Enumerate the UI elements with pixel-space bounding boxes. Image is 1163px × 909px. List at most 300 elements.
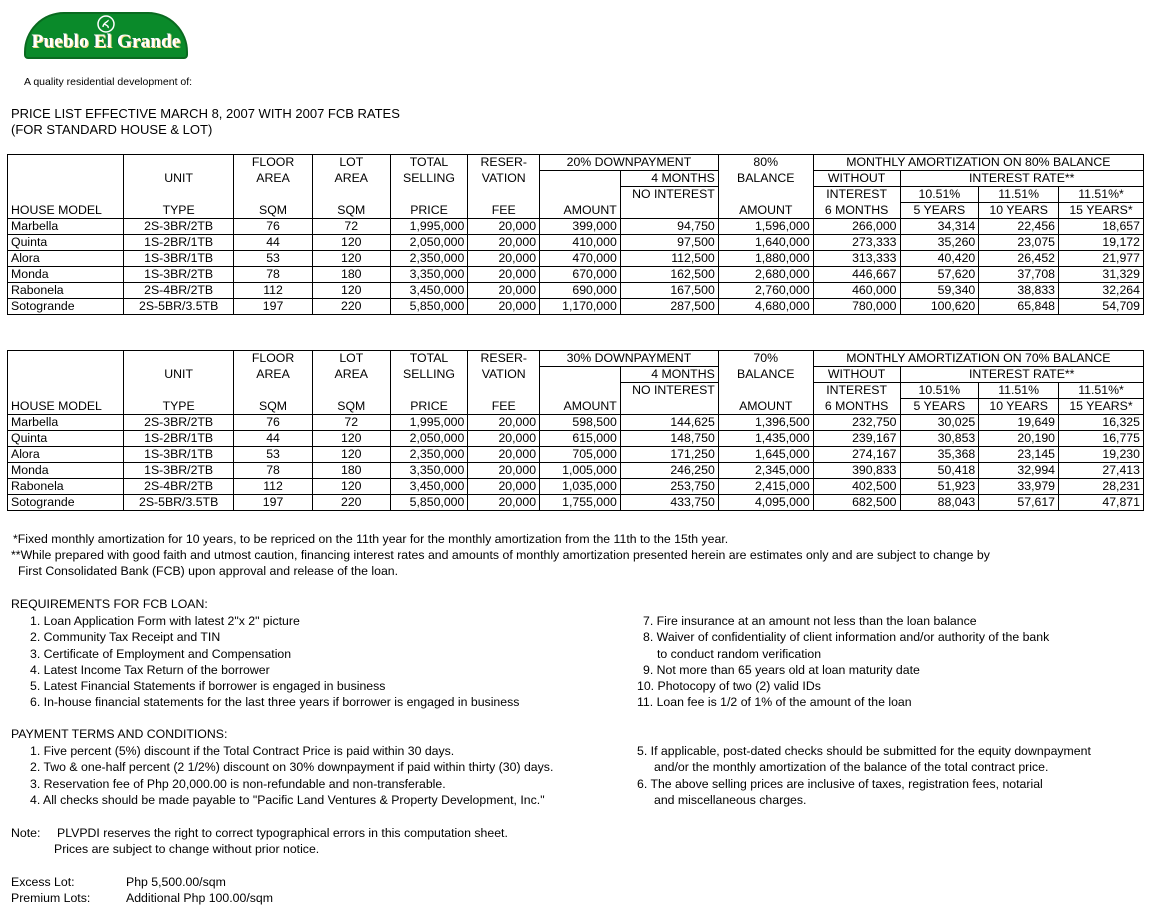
table-cell: 20,000 <box>468 463 540 479</box>
list-item: 6. In-house financial statements for the last three years if borrower is engaged in business <box>30 695 520 710</box>
footnote: *Fixed monthly amortization for 10 years, to be repriced on the 11th year for the monthly amortization from the 11th to the 15th year. <box>13 532 729 546</box>
table-cell: 18,657 <box>1059 219 1144 235</box>
table-cell: 232,750 <box>813 415 900 431</box>
table-cell: 20,000 <box>468 415 540 431</box>
table-cell: 76 <box>234 219 313 235</box>
lot-value: Php 5,500.00/sqm <box>126 875 226 889</box>
table-cell: 5,850,000 <box>390 495 468 511</box>
table-cell: 47,871 <box>1059 495 1144 511</box>
requirements-heading: REQUIREMENTS FOR FCB LOAN: <box>11 597 208 611</box>
list-item: 3. Certificate of Employment and Compensation <box>30 646 292 661</box>
table-cell: 44 <box>234 235 313 251</box>
list-item: 2. Community Tax Receipt and TIN <box>30 630 221 645</box>
header-cell: SELLING <box>390 367 468 383</box>
list-item: 5. If applicable, post-dated checks should be submitted for the equity downpayment <box>637 744 1091 758</box>
title-line: PRICE LIST EFFECTIVE MARCH 8, 2007 WITH 2007 FCB RATES <box>11 106 400 121</box>
amortization-group-header: MONTHLY AMORTIZATION ON 80% BALANCE <box>813 155 1143 171</box>
table-cell: 88,043 <box>900 495 979 511</box>
table-cell: 32,994 <box>979 463 1059 479</box>
list-item: 10. Photocopy of two (2) valid IDs <box>637 679 821 694</box>
list-item: and miscellaneous charges. <box>654 792 807 807</box>
table-cell: 410,000 <box>540 235 621 251</box>
table-cell: 20,000 <box>468 219 540 235</box>
table-cell: 20,000 <box>468 235 540 251</box>
header-cell: AMOUNT <box>540 203 621 219</box>
table-cell: 167,500 <box>620 283 718 299</box>
header-cell: PRICE <box>390 399 468 415</box>
table-cell: 246,250 <box>620 463 718 479</box>
header-blank <box>8 383 124 399</box>
header-cell: 10 YEARS <box>979 399 1059 415</box>
table-cell: 19,649 <box>979 415 1059 431</box>
table-cell: 2S-5BR/3.5TB <box>124 299 234 315</box>
header-cell: AMOUNT <box>540 399 621 415</box>
header-cell: SQM <box>234 399 313 415</box>
table-cell: 705,000 <box>540 447 621 463</box>
table-cell: 120 <box>312 431 390 447</box>
header-cell: PRICE <box>390 203 468 219</box>
header-cell: RESER- <box>468 155 540 171</box>
header-blank <box>390 187 468 203</box>
table-cell: 19,230 <box>1059 447 1144 463</box>
list-item: 6. The above selling prices are inclusive of taxes, registration fees, notarial <box>637 776 1043 791</box>
table-cell: 94,750 <box>620 219 718 235</box>
table-cell: 180 <box>312 267 390 283</box>
table-cell: 220 <box>312 299 390 315</box>
table-cell: 20,000 <box>468 251 540 267</box>
header-cell: AMOUNT <box>718 399 813 415</box>
house-model-cell: Sotogrande <box>8 299 124 315</box>
header-blank <box>468 383 540 399</box>
list-item: 4. All checks should be made payable to "Pacific Land Ventures & Property Development, Inc." <box>30 792 545 807</box>
table-cell: 76 <box>234 415 313 431</box>
table-cell: 26,452 <box>979 251 1059 267</box>
header-cell: NO INTEREST <box>620 187 718 203</box>
table-cell: 1,645,000 <box>718 447 813 463</box>
house-model-cell: Marbella <box>8 219 124 235</box>
header-cell: INTEREST <box>813 187 900 203</box>
table-cell: 3,450,000 <box>390 283 468 299</box>
table-cell: 1,995,000 <box>390 415 468 431</box>
table-cell: 2,050,000 <box>390 431 468 447</box>
price-table-70 <box>7 350 1144 511</box>
table-cell: 273,333 <box>813 235 900 251</box>
header-cell: AREA <box>234 367 313 383</box>
note-line: Prices are subject to change without prior notice. <box>54 842 320 856</box>
lot-label: Premium Lots: <box>11 891 91 905</box>
header-blank <box>620 399 718 415</box>
list-item: 7. Fire insurance at an amount not less than the loan balance <box>643 614 977 628</box>
header-cell: 5 YEARS <box>900 399 979 415</box>
logo-text: Pueblo El Grande <box>31 31 181 52</box>
downpayment-header: 30% DOWNPAYMENT <box>540 351 719 367</box>
table-cell: 162,500 <box>620 267 718 283</box>
header-cell: VATION <box>468 171 540 187</box>
header-cell: TOTAL <box>390 155 468 171</box>
table-cell: 1S-2BR/1TB <box>124 235 234 251</box>
header-blank <box>124 187 234 203</box>
list-item: and/or the monthly amortization of the balance of the total contract price. <box>654 760 1049 775</box>
table-cell: 22,456 <box>979 219 1059 235</box>
header-blank <box>540 171 621 187</box>
table-cell: 287,500 <box>620 299 718 315</box>
table-cell: 171,250 <box>620 447 718 463</box>
table-cell: 313,333 <box>813 251 900 267</box>
table-row <box>8 495 1144 511</box>
table-cell: 37,708 <box>979 267 1059 283</box>
table-cell: 50,418 <box>900 463 979 479</box>
header-cell: 15 YEARS* <box>1059 399 1144 415</box>
table-cell: 59,340 <box>900 283 979 299</box>
table-cell: 402,500 <box>813 479 900 495</box>
header-cell: 4 MONTHS <box>620 171 718 187</box>
table-cell: 97,500 <box>620 235 718 251</box>
table-cell: 1S-3BR/1TB <box>124 447 234 463</box>
table-cell: 23,145 <box>979 447 1059 463</box>
table-cell: 2S-5BR/3.5TB <box>124 495 234 511</box>
header-blank <box>8 187 124 203</box>
table-cell: 20,190 <box>979 431 1059 447</box>
table-cell: 65,848 <box>979 299 1059 315</box>
header-cell: 70% <box>718 351 813 367</box>
table-cell: 38,833 <box>979 283 1059 299</box>
table-cell: 2S-3BR/2TB <box>124 415 234 431</box>
table-cell: 3,350,000 <box>390 463 468 479</box>
interest-rate-header: INTEREST RATE** <box>900 367 1143 383</box>
header-blank <box>124 155 234 171</box>
table-cell: 1S-3BR/1TB <box>124 251 234 267</box>
header-blank <box>468 187 540 203</box>
table-cell: 20,000 <box>468 431 540 447</box>
table-cell: 57,620 <box>900 267 979 283</box>
title-line: (FOR STANDARD HOUSE & LOT) <box>11 122 213 137</box>
house-model-cell: Rabonela <box>8 283 124 299</box>
table-cell: 27,413 <box>1059 463 1144 479</box>
house-model-cell: Monda <box>8 463 124 479</box>
table-cell: 23,075 <box>979 235 1059 251</box>
house-model-cell: Rabonela <box>8 479 124 495</box>
table-cell: 5,850,000 <box>390 299 468 315</box>
table-row <box>8 447 1144 463</box>
table-cell: 120 <box>312 447 390 463</box>
table-row <box>8 479 1144 495</box>
table-cell: 470,000 <box>540 251 621 267</box>
table-row <box>8 431 1144 447</box>
note-line: PLVPDI reserves the right to correct typographical errors in this computation sheet. <box>57 826 508 840</box>
header-cell: 10.51% <box>900 383 979 399</box>
header-cell: FEE <box>468 399 540 415</box>
header-cell: 10 YEARS <box>979 203 1059 219</box>
table-cell: 2,415,000 <box>718 479 813 495</box>
table-cell: 35,368 <box>900 447 979 463</box>
table-cell: 120 <box>312 479 390 495</box>
list-item: to conduct random verification <box>657 646 822 661</box>
table-cell: 615,000 <box>540 431 621 447</box>
header-blank <box>8 367 124 383</box>
table-cell: 31,329 <box>1059 267 1144 283</box>
table-cell: 2,350,000 <box>390 251 468 267</box>
table-cell: 780,000 <box>813 299 900 315</box>
header-cell: UNIT <box>124 367 234 383</box>
table-cell: 20,000 <box>468 447 540 463</box>
header-cell: HOUSE MODEL <box>8 203 124 219</box>
table-cell: 72 <box>312 219 390 235</box>
header-cell: RESER- <box>468 351 540 367</box>
payment-terms-heading: PAYMENT TERMS AND CONDITIONS: <box>11 727 228 741</box>
header-cell: AREA <box>312 171 390 187</box>
note-label: Note: <box>11 826 41 840</box>
lot-label: Excess Lot: <box>11 875 75 889</box>
header-blank <box>8 155 124 171</box>
brand-logo <box>24 12 188 59</box>
header-blank <box>540 367 621 383</box>
tagline: A quality residential development of: <box>24 76 193 88</box>
list-item: 9. Not more than 65 years old at loan maturity date <box>643 662 920 677</box>
table-cell: 446,667 <box>813 267 900 283</box>
table-cell: 2,680,000 <box>718 267 813 283</box>
header-blank <box>124 383 234 399</box>
table-cell: 197 <box>234 495 313 511</box>
table-cell: 433,750 <box>620 495 718 511</box>
header-cell: WITHOUT <box>813 367 900 383</box>
table-cell: 120 <box>312 251 390 267</box>
table-cell: 670,000 <box>540 267 621 283</box>
header-cell: BALANCE <box>718 171 813 187</box>
table-cell: 4,095,000 <box>718 495 813 511</box>
header-cell: 15 YEARS* <box>1059 203 1144 219</box>
payment-terms-right <box>637 743 1091 808</box>
header-cell: AREA <box>234 171 313 187</box>
header-cell: SELLING <box>390 171 468 187</box>
header-cell: 11.51%* <box>1059 383 1144 399</box>
table-cell: 1,995,000 <box>390 219 468 235</box>
list-item: 11. Loan fee is 1/2 of 1% of the amount of the loan <box>637 695 912 710</box>
table-cell: 112 <box>234 479 313 495</box>
header-cell: VATION <box>468 367 540 383</box>
lot-value: Additional Php 100.00/sqm <box>126 891 273 905</box>
table-cell: 144,625 <box>620 415 718 431</box>
table-cell: 40,420 <box>900 251 979 267</box>
header-cell: HOUSE MODEL <box>8 399 124 415</box>
lot-rates <box>11 874 273 906</box>
table-cell: 1,396,500 <box>718 415 813 431</box>
table-cell: 1S-3BR/2TB <box>124 267 234 283</box>
table-cell: 30,853 <box>900 431 979 447</box>
interest-rate-header: INTEREST RATE** <box>900 171 1143 187</box>
header-blank <box>234 187 313 203</box>
table-cell: 20,000 <box>468 283 540 299</box>
table-cell: 72 <box>312 415 390 431</box>
header-blank <box>124 351 234 367</box>
table-row <box>8 267 1144 283</box>
table-cell: 32,264 <box>1059 283 1144 299</box>
table-cell: 57,617 <box>979 495 1059 511</box>
table-cell: 120 <box>312 235 390 251</box>
header-blank <box>8 351 124 367</box>
header-blank <box>620 203 718 219</box>
table-cell: 1,755,000 <box>540 495 621 511</box>
house-model-cell: Monda <box>8 267 124 283</box>
header-cell: SQM <box>312 399 390 415</box>
header-blank <box>540 187 621 203</box>
list-item: 1. Five percent (5%) discount if the Total Contract Price is paid within 30 days. <box>30 744 455 758</box>
table-cell: 1,435,000 <box>718 431 813 447</box>
table-cell: 2,350,000 <box>390 447 468 463</box>
header-cell: SQM <box>234 203 313 219</box>
header-cell: 6 MONTHS <box>813 203 900 219</box>
table-cell: 28,231 <box>1059 479 1144 495</box>
table-cell: 598,500 <box>540 415 621 431</box>
payment-terms-left <box>30 743 553 808</box>
header-blank <box>312 187 390 203</box>
list-item: 4. Latest Income Tax Return of the borrower <box>30 662 270 677</box>
header-cell: AREA <box>312 367 390 383</box>
house-model-cell: Alora <box>8 447 124 463</box>
header-cell: LOT <box>312 351 390 367</box>
table-cell: 2,345,000 <box>718 463 813 479</box>
header-cell: 10.51% <box>900 187 979 203</box>
table-cell: 1,880,000 <box>718 251 813 267</box>
table-cell: 20,000 <box>468 495 540 511</box>
house-model-cell: Sotogrande <box>8 495 124 511</box>
table-cell: 1,596,000 <box>718 219 813 235</box>
table-cell: 1,640,000 <box>718 235 813 251</box>
header-cell: 5 YEARS <box>900 203 979 219</box>
header-cell: 11.51% <box>979 187 1059 203</box>
header-cell: SQM <box>312 203 390 219</box>
note <box>11 825 508 857</box>
table-cell: 2S-4BR/2TB <box>124 283 234 299</box>
header-blank <box>718 383 813 399</box>
header-cell: LOT <box>312 155 390 171</box>
table-cell: 112,500 <box>620 251 718 267</box>
table-cell: 239,167 <box>813 431 900 447</box>
requirements-right <box>637 613 1050 711</box>
table-cell: 690,000 <box>540 283 621 299</box>
table-cell: 266,000 <box>813 219 900 235</box>
table-row <box>8 219 1144 235</box>
house-model-cell: Quinta <box>8 235 124 251</box>
page-title <box>11 106 400 138</box>
table-cell: 16,775 <box>1059 431 1144 447</box>
table-cell: 1,170,000 <box>540 299 621 315</box>
list-item: 1. Loan Application Form with latest 2"x 2" picture <box>30 614 300 628</box>
requirements-left <box>30 613 519 711</box>
downpayment-header: 20% DOWNPAYMENT <box>540 155 719 171</box>
table-cell: 34,314 <box>900 219 979 235</box>
house-model-cell: Quinta <box>8 431 124 447</box>
table-cell: 20,000 <box>468 267 540 283</box>
header-cell: UNIT <box>124 171 234 187</box>
table-cell: 1,035,000 <box>540 479 621 495</box>
header-cell: WITHOUT <box>813 171 900 187</box>
house-model-cell: Alora <box>8 251 124 267</box>
amortization-group-header: MONTHLY AMORTIZATION ON 70% BALANCE <box>813 351 1143 367</box>
header-blank <box>234 383 313 399</box>
table-cell: 390,833 <box>813 463 900 479</box>
header-cell: FLOOR <box>234 155 313 171</box>
list-item: 3. Reservation fee of Php 20,000.00 is non-refundable and non-transferable. <box>30 776 446 791</box>
table-row <box>8 463 1144 479</box>
footnote: First Consolidated Bank (FCB) upon approval and release of the loan. <box>18 564 399 578</box>
table-cell: 197 <box>234 299 313 315</box>
table-cell: 682,500 <box>813 495 900 511</box>
table-cell: 20,000 <box>468 479 540 495</box>
header-blank <box>312 383 390 399</box>
header-cell: INTEREST <box>813 383 900 399</box>
table-cell: 53 <box>234 251 313 267</box>
table-cell: 120 <box>312 283 390 299</box>
table-cell: 2S-4BR/2TB <box>124 479 234 495</box>
table-cell: 1,005,000 <box>540 463 621 479</box>
table-cell: 112 <box>234 283 313 299</box>
house-model-cell: Marbella <box>8 415 124 431</box>
table-cell: 78 <box>234 463 313 479</box>
table-row <box>8 299 1144 315</box>
footnote: **While prepared with good faith and utmost caution, financing interest rates and amounts of monthly amortization presented herein are estimates only and are subject to change by <box>11 548 990 562</box>
table-cell: 19,172 <box>1059 235 1144 251</box>
table-row <box>8 415 1144 431</box>
table-cell: 53 <box>234 447 313 463</box>
table-cell: 54,709 <box>1059 299 1144 315</box>
table-cell: 460,000 <box>813 283 900 299</box>
table-cell: 399,000 <box>540 219 621 235</box>
table-cell: 20,000 <box>468 299 540 315</box>
table-cell: 100,620 <box>900 299 979 315</box>
table-cell: 253,750 <box>620 479 718 495</box>
table-row <box>8 251 1144 267</box>
header-blank <box>390 383 468 399</box>
table-cell: 21,977 <box>1059 251 1144 267</box>
header-cell: FLOOR <box>234 351 313 367</box>
table-cell: 4,680,000 <box>718 299 813 315</box>
header-cell: TYPE <box>124 399 234 415</box>
table-cell: 180 <box>312 463 390 479</box>
header-cell: FEE <box>468 203 540 219</box>
list-item: 2. Two & one-half percent (2 1/2%) discount on 30% downpayment if paid within thirty (30) days. <box>30 760 554 775</box>
header-cell: 6 MONTHS <box>813 399 900 415</box>
table-cell: 2S-3BR/2TB <box>124 219 234 235</box>
header-cell: 11.51%* <box>1059 187 1144 203</box>
table-cell: 3,450,000 <box>390 479 468 495</box>
table-row <box>8 235 1144 251</box>
table-cell: 148,750 <box>620 431 718 447</box>
table-cell: 1S-2BR/1TB <box>124 431 234 447</box>
header-cell: NO INTEREST <box>620 383 718 399</box>
table-cell: 51,923 <box>900 479 979 495</box>
table-cell: 35,260 <box>900 235 979 251</box>
header-cell: AMOUNT <box>718 203 813 219</box>
table-cell: 2,760,000 <box>718 283 813 299</box>
header-cell: TOTAL <box>390 351 468 367</box>
header-cell: 4 MONTHS <box>620 367 718 383</box>
list-item: 5. Latest Financial Statements if borrower is engaged in business <box>30 679 386 694</box>
table-cell: 78 <box>234 267 313 283</box>
header-cell: BALANCE <box>718 367 813 383</box>
table-cell: 33,979 <box>979 479 1059 495</box>
footnotes <box>11 531 990 579</box>
price-table-80 <box>7 154 1144 315</box>
table-cell: 274,167 <box>813 447 900 463</box>
header-blank <box>540 383 621 399</box>
table-cell: 2,050,000 <box>390 235 468 251</box>
table-cell: 16,325 <box>1059 415 1144 431</box>
header-blank <box>718 187 813 203</box>
table-cell: 3,350,000 <box>390 267 468 283</box>
header-cell: TYPE <box>124 203 234 219</box>
header-cell: 11.51% <box>979 383 1059 399</box>
table-row <box>8 283 1144 299</box>
